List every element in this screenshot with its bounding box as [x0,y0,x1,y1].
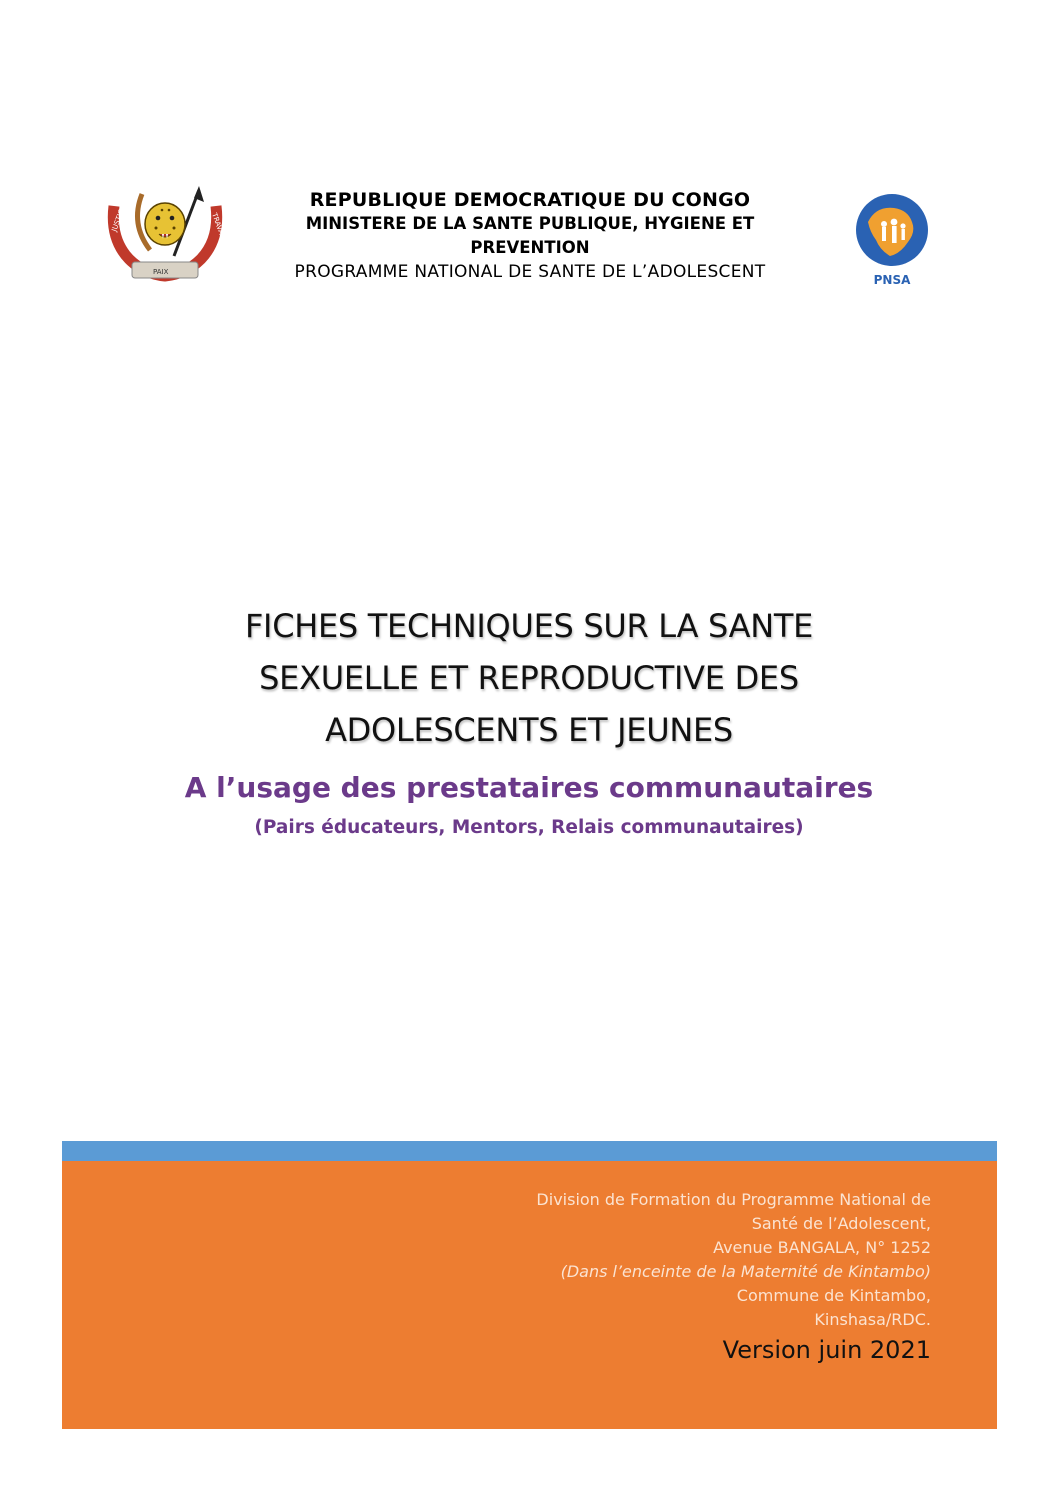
title-line-1: FICHES TECHNIQUES SUR LA SANTE [244,607,814,645]
coat-of-arms-icon [104,184,226,286]
address-line: Avenue BANGALA, N° 1252 [713,1238,931,1257]
svg-text:PAIX: PAIX [153,268,169,276]
svg-text:TRAVAIL: TRAVAIL [210,211,226,242]
footer-blue-bar [62,1141,997,1161]
header-block [230,188,830,284]
header-ministry: MINISTERE DE LA SANTE PUBLIQUE, HYGIENE ET [305,214,755,233]
address-line: (Dans l’enceinte de la Maternité de Kintambo) [560,1262,931,1281]
pnsa-logo-icon [850,192,934,288]
version-label: Version juin 2021 [722,1336,931,1364]
address-line: Division de Formation du Programme National de [536,1190,931,1209]
document-title [129,600,929,756]
title-line-2: SEXUELLE ET REPRODUCTIVE DES [259,659,799,697]
footer-orange-box [62,1161,997,1429]
address-line: Kinshasa/RDC. [814,1310,931,1329]
header-country: REPUBLIQUE DEMOCRATIQUE DU CONGO [309,189,751,211]
header-program: PROGRAMME NATIONAL DE SANTE DE L’ADOLESCENT [294,262,766,282]
subtitle: A l’usage des prestataires communautaires [184,771,874,804]
address-line: Santé de l’Adolescent, [751,1214,931,1233]
title-line-3: ADOLESCENTS ET JEUNES [325,711,733,749]
address-line: Commune de Kintambo, [736,1286,931,1305]
subtitle-audience: (Pairs éducateurs, Mentors, Relais communautaires) [254,817,804,838]
address-block [536,1188,931,1368]
svg-text:JUSTICE: JUSTICE [110,204,128,233]
header-ministry-cont: PREVENTION [470,238,590,257]
pnsa-label: PNSA [873,273,911,287]
